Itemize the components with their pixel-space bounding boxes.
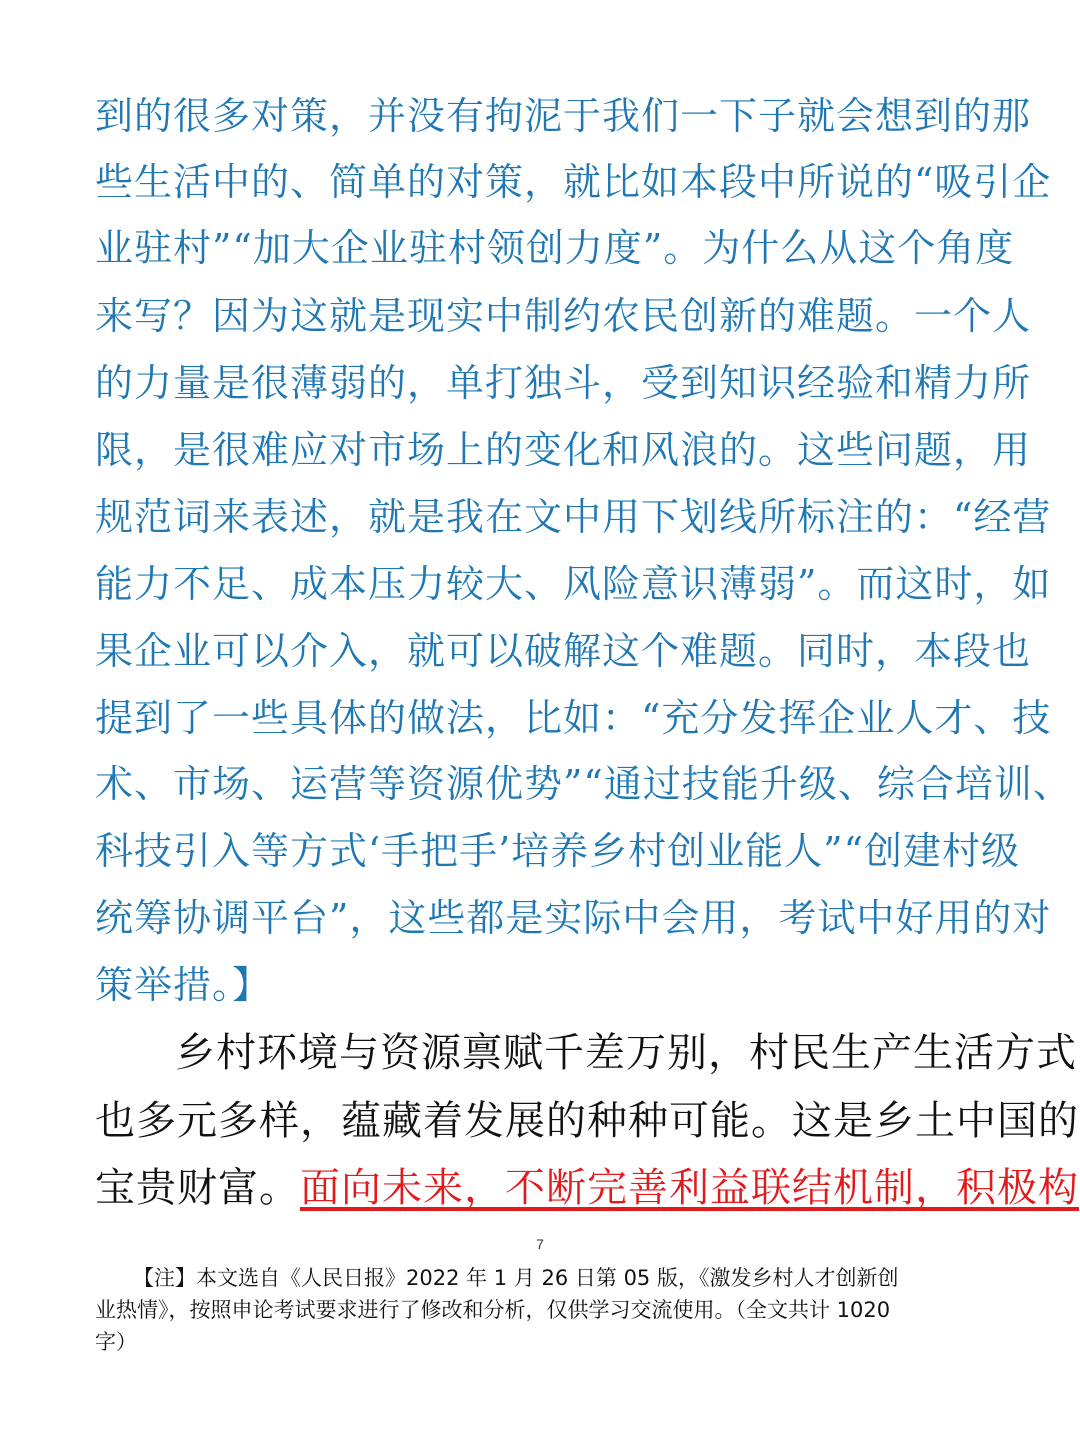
body-line-3 [95, 1155, 1079, 1221]
analysis-line-12: 科技引入等方式‘手把手’培养乡村创业能人”“创建村级 [95, 829, 1021, 873]
body-line-3-text: 宝贵财富。 [95, 1165, 300, 1211]
footnote-line-1: 【注】本文选自《人民日报》2022 年 1 月 26 日第 05 版，《激发乡村人才创新创 [133, 1266, 899, 1290]
analysis-line-5: 的力量是很薄弱的，单打独斗，受到知识经验和精力所 [95, 361, 1032, 405]
analysis-line-2: 些生活中的、简单的对策，就比如本段中所说的“吸引企 [95, 160, 1052, 204]
analysis-line-4: 来写？因为这就是现实中制约农民创新的难题。一个人 [95, 294, 1032, 338]
footnote-line-2: 业热情》，按照申论考试要求进行了修改和分析，仅供学习交流使用。（全文共计 1020 [95, 1298, 891, 1322]
analysis-line-3: 业驻村”“加大企业驻村领创力度”。为什么从这个角度 [95, 226, 1015, 270]
analysis-line-1: 到的很多对策，并没有拘泥于我们一下子就会想到的那 [95, 94, 1032, 138]
analysis-line-14: 策举措。】 [95, 963, 272, 1007]
highlighted-underlined-text: 面向未来，不断完善利益联结机制，积极构 [300, 1165, 1079, 1211]
analysis-line-11: 术、市场、运营等资源优势”“通过技能升级、综合培训、 [95, 762, 1072, 806]
analysis-line-7: 规范词来表述，就是我在文中用下划线所标注的：“经营 [95, 495, 1052, 539]
body-line-1: 乡村环境与资源禀赋千差万别，村民生产生活方式 [175, 1030, 1077, 1076]
analysis-line-8: 能力不足、成本压力较大、风险意识薄弱”。而这时，如 [95, 562, 1052, 606]
analysis-line-13: 统筹协调平台”，这些都是实际中会用，考试中好用的对 [95, 896, 1052, 940]
body-line-2: 也多元多样，蕴藏着发展的种种可能。这是乡土中国的 [95, 1098, 1079, 1144]
analysis-line-10: 提到了一些具体的做法，比如：“充分发挥企业人才、技 [95, 696, 1052, 740]
footnote-line-3: 字） [95, 1330, 137, 1354]
analysis-line-9: 果企业可以介入，就可以破解这个难题。同时，本段也 [95, 629, 1032, 673]
analysis-line-6: 限，是很难应对市场上的变化和风浪的。这些问题，用 [95, 428, 1032, 472]
page-number: 7 [536, 1236, 544, 1252]
